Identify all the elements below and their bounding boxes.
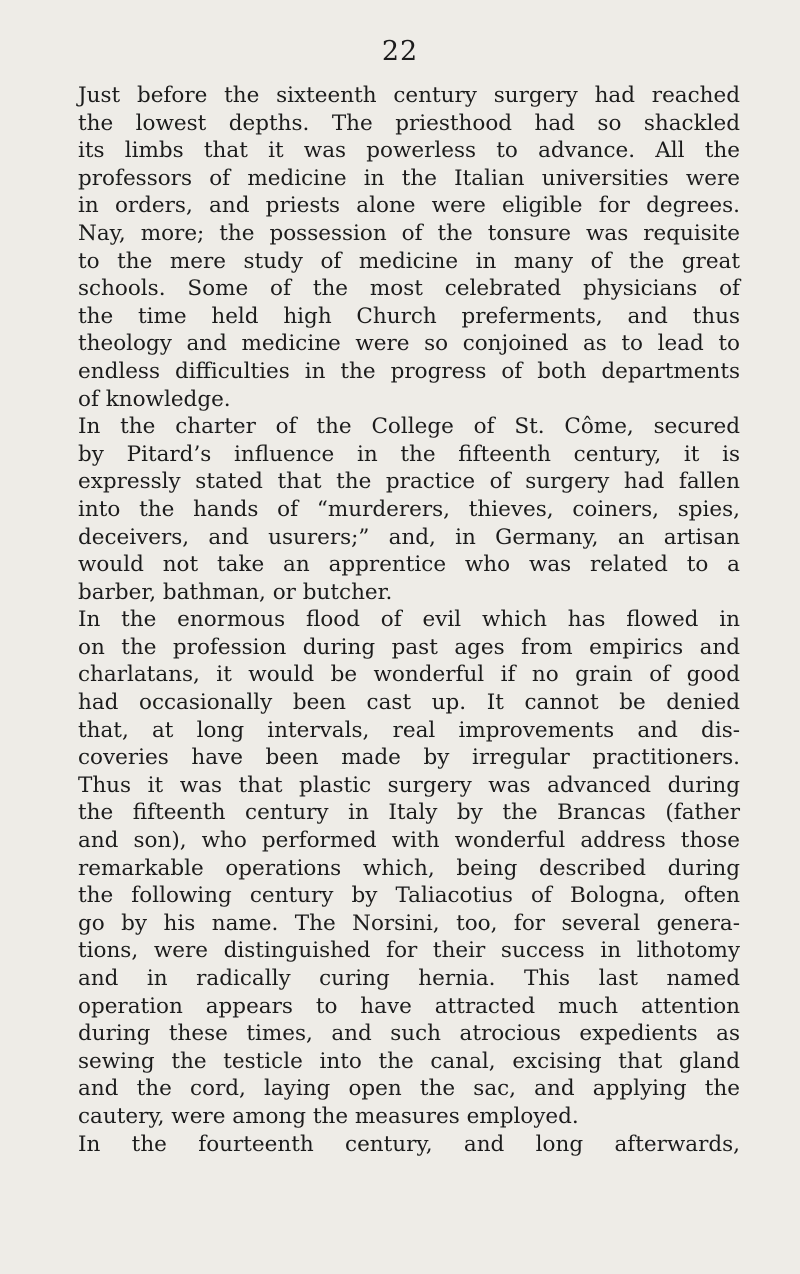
text-line: on the profession during past ages from empirics and [78,634,740,660]
text-line: tions, were distinguished for their success in lithotomy [78,938,740,964]
text-line: and son), who performed with wonderful address those [78,828,740,854]
text-line: coveries have been made by irregular practitioners. [78,745,740,771]
text-line: and the cord, laying open the sac, and applying the [78,1076,740,1102]
text-line: Nay, more; the possession of the tonsure was requisite [78,220,740,246]
text-line: operation appears to have attracted much attention [78,993,740,1019]
text-line: In the charter of the College of St. Côme, secured [78,414,740,440]
text-line: in orders, and priests alone were eligible for degrees. [78,193,740,219]
text-line: by Pitard’s influence in the fifteenth century, it is [78,441,740,467]
text-line: and in radically curing hernia. This last named [78,966,740,991]
text-line: to the mere study of medicine in many of the great [78,248,740,274]
text-line: go by his name. The Norsini, too, for several genera- [78,910,740,936]
text-line: would not take an apprentice who was related to a [78,552,740,578]
text-line: had occasionally been cast up. It cannot be denied [78,690,740,716]
text-line: of knowledge. [78,386,231,412]
text-line: remarkable operations which, being described during [78,855,740,881]
text-line: barber, bathman, or butcher. [78,579,393,605]
text-line: expressly stated that the practice of surgery had fallen [78,469,740,495]
text-line: professors of medicine in the Italian universities were [78,165,740,191]
text-line: Just before the sixteenth century surgery had reached [78,83,740,108]
text-line: its limbs that it was powerless to advance. All the [78,138,740,164]
text-line: charlatans, it would be wonderful if no grain of good [78,662,740,688]
text-line: the fifteenth century in Italy by the Brancas (father [78,800,740,826]
text-line: Thus it was that plastic surgery was advanced during [78,772,740,798]
text-line: that, at long intervals, real improvements and dis- [78,717,740,743]
text-line: during these times, and such atrocious expedients as [78,1021,740,1047]
text-line: into the hands of “murderers, thieves, coiners, spies, [78,496,740,522]
text-line: schools. Some of the most celebrated physicians of [78,276,740,302]
text-line: the time held high Church preferments, and thus [78,303,740,329]
text-line: deceivers, and usurers;” and, in Germany, an artisan [78,524,740,550]
text-line: the lowest depths. The priesthood had so shackled [78,110,740,136]
body-text [78,82,740,1158]
text-line: theology and medicine were so conjoined as to lead to [78,331,740,357]
text-line: the following century by Taliacotius of Bologna, often [78,883,740,909]
text-line: sewing the testicle into the canal, excising that gland [78,1048,740,1074]
text-line: endless difficulties in the progress of both departments [78,358,740,384]
text-line: In the enormous flood of evil which has flowed in [78,607,740,633]
page-number: 22 [381,36,419,67]
text-line: cautery, were among the measures employed. [78,1103,579,1129]
text-line: In the fourteenth century, and long afterwards, [78,1131,740,1157]
